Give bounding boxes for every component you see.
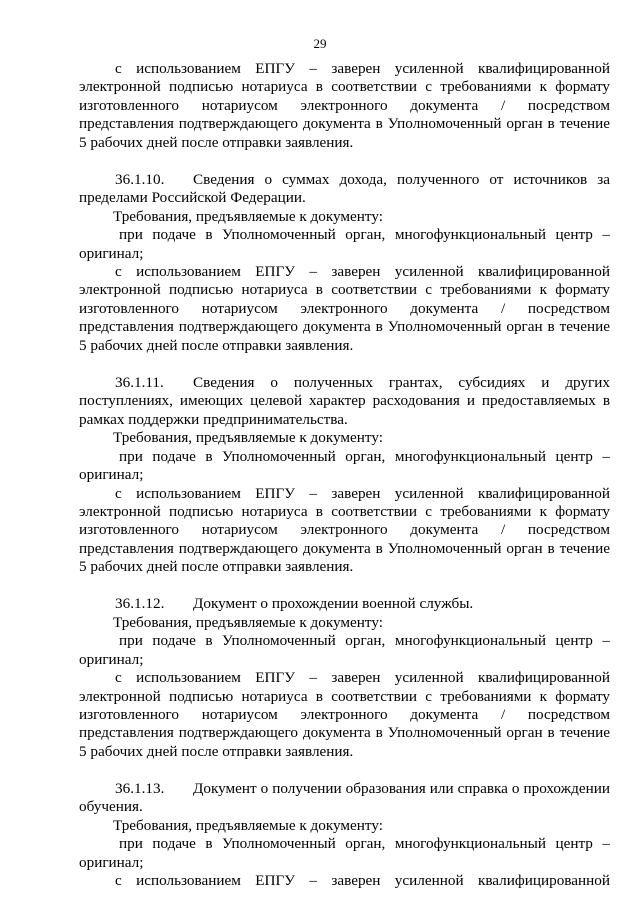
section-36-1-10 <box>79 171 610 356</box>
section-36-1-12 <box>79 595 610 761</box>
section-heading <box>79 780 610 817</box>
paragraph-gap <box>79 152 610 171</box>
section-title: Сведения о суммах дохода, полученного от источников за пределами Российской Федерации. <box>79 170 610 207</box>
document-body <box>79 60 610 891</box>
in-person-requirement: при подаче в Уполномоченный орган, многофункциональный центр – оригинал; <box>79 447 610 484</box>
requirements-label: Требования, предъявляемые к документу: <box>113 207 383 225</box>
section-number: 36.1.13. <box>115 779 165 797</box>
intro-paragraph: с использованием ЕПГУ – заверен усиленной квалифицированной электронной подписью нотариуса в соответствии с требованиями к формату изготовленного нотариусом электронного документа / посредством представления подтверждающего документа в Уполномоченный орган в течение 5 рабочих дней после отправки заявления. <box>79 60 610 151</box>
section-heading <box>79 595 610 613</box>
requirements-label: Требования, предъявляемые к документу: <box>113 429 383 447</box>
in-person-requirement: при подаче в Уполномоченный орган, многофункциональный центр – оригинал; <box>79 835 610 871</box>
online-requirement: с использованием ЕПГУ – заверен усиленной квалифицированной электронной подписью нотариуса в соответствии с требованиями к формату изготовленного нотариусом электронного документа / посредством представления подтверждающего документа в Уполномоченный орган в течение 5 рабочих дней после отправки заявления. <box>79 484 610 576</box>
section-36-1-13 <box>79 780 610 891</box>
in-person-requirement: при подаче в Уполномоченный орган, многофункциональный центр – оригинал; <box>79 226 610 262</box>
paragraph-gap <box>79 355 610 374</box>
requirements-label: Требования, предъявляемые к документу: <box>113 613 383 631</box>
section-heading <box>79 374 610 429</box>
paragraph-gap <box>79 577 610 596</box>
online-requirement: с использованием ЕПГУ – заверен усиленной квалифицированной электронной подписью нотариуса в соответствии с требованиями к формату изготовленного нотариусом электронного документа / посредством представления подтверждающего документа в Уполномоченный орган в течение 5 рабочих дней после отправки заявления. <box>79 669 610 760</box>
requirements-label: Требования, предъявляемые к документу: <box>113 816 383 834</box>
in-person-requirement: при подаче в Уполномоченный орган, многофункциональный центр – оригинал; <box>79 632 610 668</box>
section-title: Документ о получении образования или справка о прохождении обучения. <box>79 779 610 816</box>
section-number: 36.1.11. <box>115 373 164 391</box>
section-36-1-11 <box>79 374 610 577</box>
section-number: 36.1.12. <box>115 595 165 613</box>
section-heading <box>79 171 610 208</box>
online-requirement: с использованием ЕПГУ – заверен усиленной квалифицированной электронной подписью нотариуса в соответствии с требованиями к формату изготовленного нотариусом электронного документа / посредством представления подтверждающего документа в Уполномоченный орган в течение 5 рабочих дней после отправки заявления. <box>79 263 610 354</box>
page-number: 29 <box>313 36 327 51</box>
online-requirement: с использованием ЕПГУ – заверен усиленной квалифицированной <box>115 872 610 890</box>
section-title: Документ о прохождении военной службы. <box>193 595 474 613</box>
section-number: 36.1.10. <box>115 170 165 188</box>
paragraph-gap <box>79 761 610 780</box>
section-title: Сведения о полученных грантах, субсидиях и других поступлениях, имеющих целевой характер расходования и предоставляемых в рамках поддержки предпринимательства. <box>79 373 610 428</box>
